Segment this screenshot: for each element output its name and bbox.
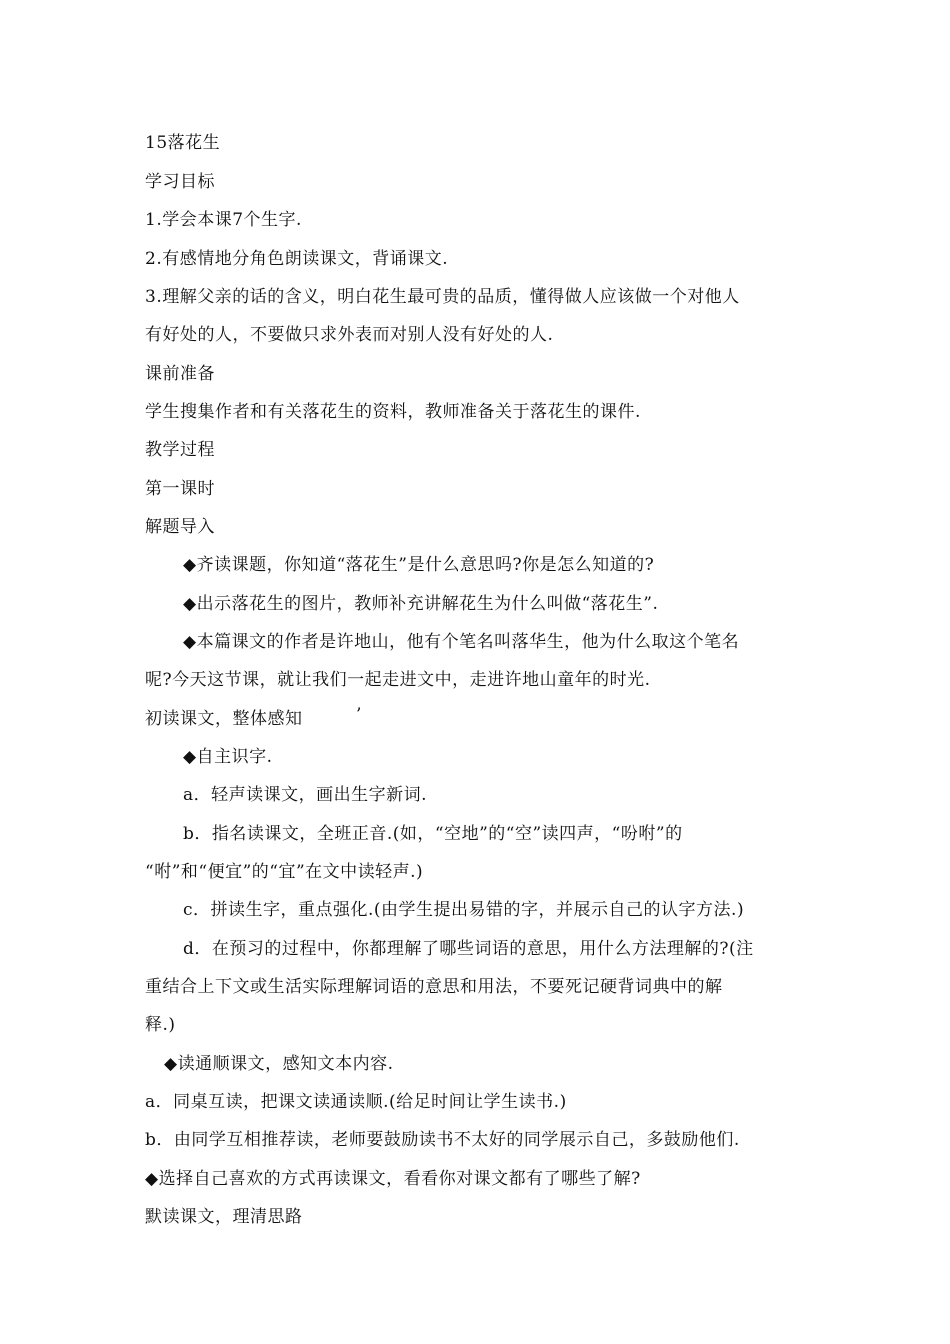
objective-item: 3.理解父亲的话的含义，明白花生最可贵的品质，懂得做人应该做一个对他人 xyxy=(145,287,740,307)
objective-item: 2.有感情地分角色朗读课文，背诵课文. xyxy=(145,249,449,269)
objectives-heading: 学习目标 xyxy=(145,172,215,192)
intro-item: ◆本篇课文的作者是许地山，他有个笔名叫落华生，他为什么取这个笔名 xyxy=(183,632,740,652)
objective-item-continued: 有好处的人，不要做只求外表而对别人没有好处的人. xyxy=(145,325,554,345)
fluent-heading: ◆读通顺课文，感知文本内容. xyxy=(164,1054,394,1074)
intro-item: ◆齐读课题，你知道“落花生”是什么意思吗?你是怎么知道的? xyxy=(183,555,655,575)
selfstudy-item-continued: 重结合上下文或生活实际理解词语的意思和用法，不要死记硬背词典中的解 xyxy=(145,977,723,997)
silent-heading: 默读课文，理清思路 xyxy=(145,1207,303,1227)
intro-item: ◆出示落花生的图片，教师补充讲解花生为什么叫做“落花生”. xyxy=(183,594,659,614)
prep-text: 学生搜集作者和有关落花生的资料，教师准备关于落花生的课件. xyxy=(145,402,641,422)
fluent-item: b．由同学互相推荐读，老师要鼓励读书不太好的同学展示自己，多鼓励他们. xyxy=(145,1130,740,1150)
lesson-heading: 第一课时 xyxy=(145,479,215,499)
objective-item: 1.学会本课7个生字. xyxy=(145,210,302,230)
firstread-heading: 初读课文，整体感知 xyxy=(145,709,303,729)
fluent-item: a．同桌互读，把课文读通读顺.(给足时间让学生读书.) xyxy=(145,1092,567,1112)
selfstudy-item-continued: 释.) xyxy=(145,1015,176,1035)
lesson-title: 15落花生 xyxy=(145,133,221,153)
selfstudy-item-continued: “咐”和“便宜”的“宜”在文中读轻声.) xyxy=(145,862,424,882)
selfstudy-item: a．轻声读课文，画出生字新词. xyxy=(183,785,428,805)
prep-heading: 课前准备 xyxy=(145,364,215,384)
selfstudy-item: b．指名读课文，全班正音.(如，“空地”的“空”读四声，“吩咐”的 xyxy=(183,824,683,844)
selfstudy-heading: ◆自主识字. xyxy=(183,747,273,767)
process-heading: 教学过程 xyxy=(145,440,215,460)
intro-item-continued: 呢?今天这节课，就让我们一起走进文中，走进许地山童年的时光. xyxy=(145,670,651,690)
selfstudy-item: c．拼读生字，重点强化.(由学生提出易错的字，并展示自己的认字方法.) xyxy=(183,900,745,920)
selfstudy-item: d．在预习的过程中，你都理解了哪些词语的意思，用什么方法理解的?(注 xyxy=(183,939,754,959)
choose-item: ◆选择自己喜欢的方式再读课文，看看你对课文都有了哪些了解? xyxy=(145,1169,641,1189)
stray-mark: ’ xyxy=(356,705,362,725)
intro-heading: 解题导入 xyxy=(145,517,215,537)
